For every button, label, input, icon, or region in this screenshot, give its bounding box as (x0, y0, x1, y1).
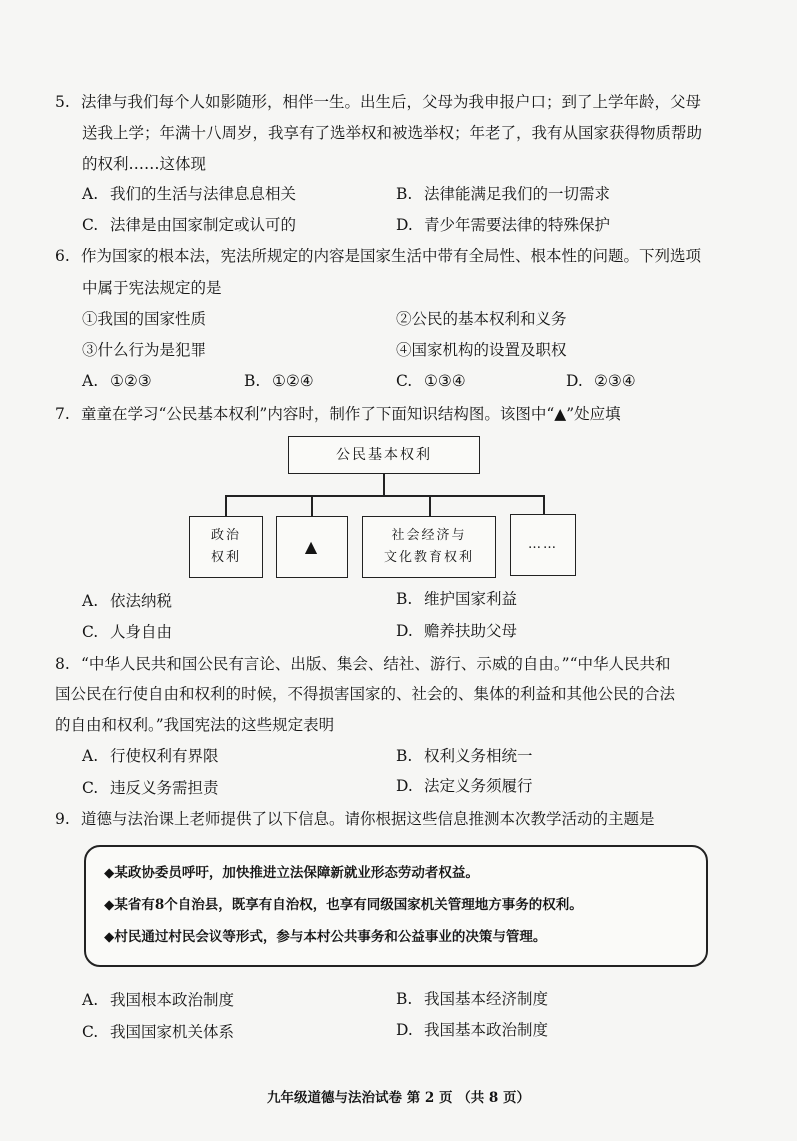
q7-option-a: A. 依法纳税 (82, 592, 173, 610)
q6-stem-line-1: 6. 作为国家的根本法，宪法所规定的内容是国家生活中带有全局性、根本性的问题。下列选项 (55, 247, 702, 265)
q6-option-d: D. ②③④ (566, 372, 636, 390)
q5-number: 5. (55, 93, 70, 111)
q8-stem-line-2: 国公民在行使自由和权利的时候，不得损害国家的、社会的、集体的利益和其他公民的合法 (55, 685, 676, 703)
q7-option-d: D. 赡养扶助父母 (396, 622, 518, 640)
q5-stem-line-3: 的权利……这体现 (82, 155, 207, 173)
info-box (84, 845, 708, 967)
q5-stem-line-2: 送我上学；年满十八周岁，我享有了选举权和被选举权；年老了，我有从国家获得物质帮助 (82, 124, 703, 142)
diagram-connector (311, 495, 313, 516)
info-line-2: ◆某省有8个自治县，既享有自治权，也享有同级国家机关管理地方事务的权利。 (104, 897, 583, 913)
diagram-box-political-rights: 政治 权利 (189, 516, 263, 578)
diagram-box-triangle-blank: ▲ (276, 516, 348, 578)
q7-option-b: B. 维护国家利益 (396, 590, 518, 608)
q7-number: 7. (55, 405, 70, 423)
q5-option-d: D. 青少年需要法律的特殊保护 (396, 216, 611, 234)
q6-item-2: ②公民的基本权利和义务 (396, 310, 567, 328)
diagram-connector (225, 495, 544, 497)
q6-option-b: B. ①②④ (244, 372, 314, 390)
q8-option-d: D. 法定义务须履行 (396, 777, 533, 795)
info-line-3: ◆村民通过村民会议等形式，参与本村公共事务和公益事业的决策与管理。 (104, 929, 547, 945)
q8-option-c: C. 违反义务需担责 (82, 779, 219, 797)
q5-stem-line-1: 5. 法律与我们每个人如影随形，相伴一生。出生后，父母为我申报户口；到了上学年龄，父母 (55, 93, 702, 111)
q8-option-b: B. 权利义务相统一 (396, 747, 533, 765)
q6-item-1: ①我国的国家性质 (82, 310, 207, 328)
q6-stem-line-2: 中属于宪法规定的是 (82, 279, 222, 297)
q9-stem-line-1: 9. 道德与法治课上老师提供了以下信息。请你根据这些信息推测本次教学活动的主题是 (55, 810, 655, 828)
q5-option-c: C. 法律是由国家制定或认可的 (82, 216, 297, 234)
q8-stem-line-1: 8. “中华人民共和国公民有言论、出版、集会、结社、游行、示威的自由。”“中华人民共和 (55, 655, 671, 673)
q6-item-4: ④国家机构的设置及职权 (396, 341, 567, 359)
q8-stem-line-3: 的自由和权利。”我国宪法的这些规定表明 (55, 716, 335, 734)
diagram-connector (429, 495, 431, 516)
q8-option-a: A. 行使权利有界限 (82, 747, 219, 765)
q6-item-3: ③什么行为是犯罪 (82, 341, 207, 359)
diagram-connector (225, 495, 227, 516)
q6-option-a: A. ①②③ (82, 372, 152, 390)
diagram-box-ellipsis: …… (510, 514, 576, 576)
q9-option-d: D. 我国基本政治制度 (396, 1021, 549, 1039)
q5-option-b: B. 法律能满足我们的一切需求 (396, 185, 611, 203)
info-line-1: ◆某政协委员呼吁，加快推进立法保障新就业形态劳动者权益。 (104, 865, 479, 881)
diagram-box-social-economic-rights: 社会经济与 文化教育权利 (362, 516, 496, 578)
q7-stem-line-1: 7. 童童在学习“公民基本权利”内容时，制作了下面知识结构图。该图中“▲”处应填 (55, 405, 621, 423)
q9-number: 9. (55, 810, 70, 828)
q9-option-c: C. 我国国家机关体系 (82, 1023, 235, 1041)
q6-option-c: C. ①③④ (396, 372, 466, 390)
q5-option-a: A. 我们的生活与法律息息相关 (82, 185, 297, 203)
diagram-root-box: 公民基本权利 (288, 436, 480, 474)
q7-option-c: C. 人身自由 (82, 623, 173, 641)
q6-number: 6. (55, 247, 70, 265)
page-footer: 九年级道德与法治试卷 第 2 页 （共 8 页） (267, 1090, 530, 1106)
diagram-connector (543, 495, 545, 516)
diagram-connector (383, 474, 385, 496)
q9-option-a: A. 我国根本政治制度 (82, 991, 235, 1009)
q8-number: 8. (55, 655, 70, 673)
q9-option-b: B. 我国基本经济制度 (396, 990, 549, 1008)
